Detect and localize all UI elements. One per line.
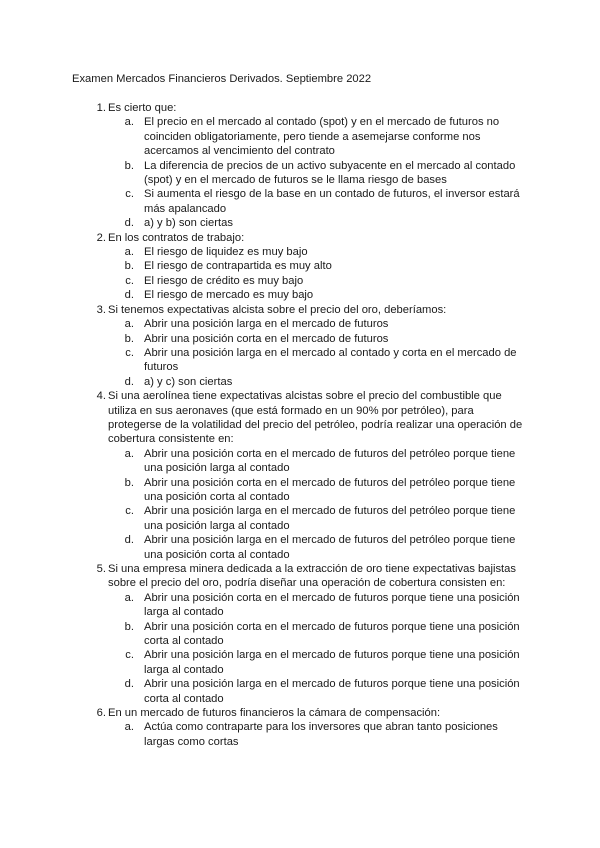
- option-text: Abrir una posición corta en el mercado de futuros del petróleo porque tiene una posición larga al contado: [144, 447, 516, 475]
- question-item: [72, 101, 530, 231]
- option-item: [108, 447, 530, 476]
- option-letter: b.: [124, 159, 134, 172]
- option-text: Abrir una posición larga en el mercado de futuros: [144, 318, 389, 331]
- option-text: Abrir una posición corta en el mercado de futuros: [144, 332, 389, 345]
- option-text: a) y c) son ciertas: [144, 375, 233, 388]
- option-letter: c.: [125, 274, 134, 287]
- option-list: [108, 447, 530, 562]
- page-title: Examen Mercados Financieros Derivados. Septiembre 2022: [72, 73, 372, 85]
- option-letter: c.: [125, 188, 134, 201]
- option-item: [108, 677, 530, 706]
- question-body: [108, 562, 530, 706]
- option-item: [108, 115, 530, 158]
- option-list: [108, 317, 530, 389]
- option-letter: c.: [125, 505, 134, 518]
- option-text: Abrir una posición corta en el mercado de futuros porque tiene una posición larga al contado: [144, 591, 520, 619]
- option-item: [108, 648, 530, 677]
- question-body: [108, 101, 530, 231]
- option-list: [108, 245, 530, 303]
- question-list: [72, 101, 530, 749]
- option-item: [108, 476, 530, 505]
- option-letter: a.: [124, 721, 134, 734]
- option-text: Abrir una posición larga en el mercado de futuros del petróleo porque tiene una posición larga al contado: [144, 505, 516, 532]
- option-letter: a.: [124, 318, 134, 331]
- question-number: 5.: [96, 563, 106, 575]
- option-item: [108, 375, 530, 389]
- option-text: El riesgo de mercado es muy bajo: [144, 289, 314, 302]
- question-item: [72, 231, 530, 303]
- option-letter: a.: [124, 116, 134, 129]
- question-number: 6.: [96, 707, 106, 720]
- question-text: En los contratos de trabajo:: [108, 231, 245, 244]
- option-letter: c.: [125, 649, 134, 662]
- option-letter: d.: [124, 678, 134, 691]
- option-list: [108, 115, 530, 230]
- option-item: [108, 346, 530, 375]
- option-text: Abrir una posición larga en el mercado de futuros porque tiene una posición larga al contado: [144, 649, 520, 676]
- option-item: [108, 274, 530, 288]
- option-letter: b.: [124, 260, 134, 273]
- option-letter: a.: [124, 447, 134, 460]
- option-text: Abrir una posición larga en el mercado de futuros porque tiene una posición corta al contado: [144, 678, 520, 705]
- option-text: Abrir una posición larga en el mercado de futuros del petróleo porque tiene una posición corta al contado: [144, 534, 516, 561]
- option-letter: d.: [124, 217, 134, 230]
- question-body: [108, 231, 530, 303]
- option-item: [108, 533, 530, 562]
- question-item: [72, 562, 530, 706]
- question-body: [108, 706, 530, 749]
- option-text: Abrir una posición corta en el mercado de futuros porque tiene una posición corta al contado: [144, 620, 520, 648]
- question-text: En un mercado de futuros financieros la cámara de compensación:: [108, 707, 441, 720]
- option-item: [108, 332, 530, 346]
- option-item: [108, 620, 530, 649]
- option-item: [108, 504, 530, 533]
- option-item: [108, 317, 530, 331]
- option-item: [108, 259, 530, 273]
- option-text: a) y b) son ciertas: [144, 217, 233, 230]
- option-item: [108, 288, 530, 302]
- option-letter: d.: [124, 534, 134, 547]
- option-item: [108, 720, 530, 749]
- option-item: [108, 159, 530, 188]
- option-text: El riesgo de contrapartida es muy alto: [144, 260, 332, 273]
- option-text: La diferencia de precios de un activo subyacente en el mercado al contado (spot) y en el mercado de futuros se le llama riesgo de bases: [144, 159, 516, 187]
- question-number: 1.: [96, 102, 106, 114]
- question-item: [72, 389, 530, 562]
- option-letter: d.: [124, 289, 134, 302]
- question-text: Si una aerolínea tiene expectativas alcistas sobre el precio del combustible que utiliza en sus aeronaves (que está formado en un 90% por petróleo), para protegerse de la volatilidad del precio del petróleo, podría realizar una operación de cobertura consistente en:: [108, 390, 523, 446]
- question-number: 2.: [96, 231, 106, 244]
- question-number: 4.: [96, 390, 106, 403]
- option-item: [108, 187, 530, 216]
- option-text: El riesgo de crédito es muy bajo: [144, 274, 304, 287]
- question-item: [72, 303, 530, 389]
- question-text: Si una empresa minera dedicada a la extracción de oro tiene expectativas bajistas sobre el precio del oro, podría diseñar una operación de cobertura consisten en:: [108, 563, 516, 590]
- option-letter: c.: [125, 346, 134, 359]
- option-letter: b.: [124, 620, 134, 633]
- option-text: Si aumenta el riesgo de la base en un contado de futuros, el inversor estará más apalancado: [144, 188, 520, 215]
- option-text: El precio en el mercado al contado (spot) y en el mercado de futuros no coinciden obligatoriamente, pero tiende a asemejarse conforme nos acercamos al vencimiento del contrato: [144, 116, 500, 158]
- option-item: [108, 591, 530, 620]
- option-item: [108, 216, 530, 230]
- option-letter: a.: [124, 591, 134, 604]
- question-body: [108, 389, 530, 562]
- option-letter: b.: [124, 476, 134, 489]
- option-item: [108, 245, 530, 259]
- option-list: [108, 720, 530, 749]
- option-text: Abrir una posición larga en el mercado al contado y corta en el mercado de futuros: [144, 346, 517, 374]
- option-letter: a.: [124, 246, 134, 259]
- option-list: [108, 591, 530, 706]
- question-text: Es cierto que:: [108, 102, 177, 114]
- option-text: El riesgo de liquidez es muy bajo: [144, 246, 308, 259]
- option-letter: b.: [124, 332, 134, 345]
- option-text: Abrir una posición corta en el mercado de futuros del petróleo porque tiene una posición corta al contado: [144, 476, 516, 503]
- option-letter: d.: [124, 375, 134, 388]
- question-number: 3.: [96, 303, 106, 316]
- option-text: Actúa como contraparte para los inversores que abran tanto posiciones largas como cortas: [144, 721, 498, 748]
- question-body: [108, 303, 530, 389]
- question-item: [72, 706, 530, 749]
- question-text: Si tenemos expectativas alcista sobre el precio del oro, deberíamos:: [108, 303, 447, 316]
